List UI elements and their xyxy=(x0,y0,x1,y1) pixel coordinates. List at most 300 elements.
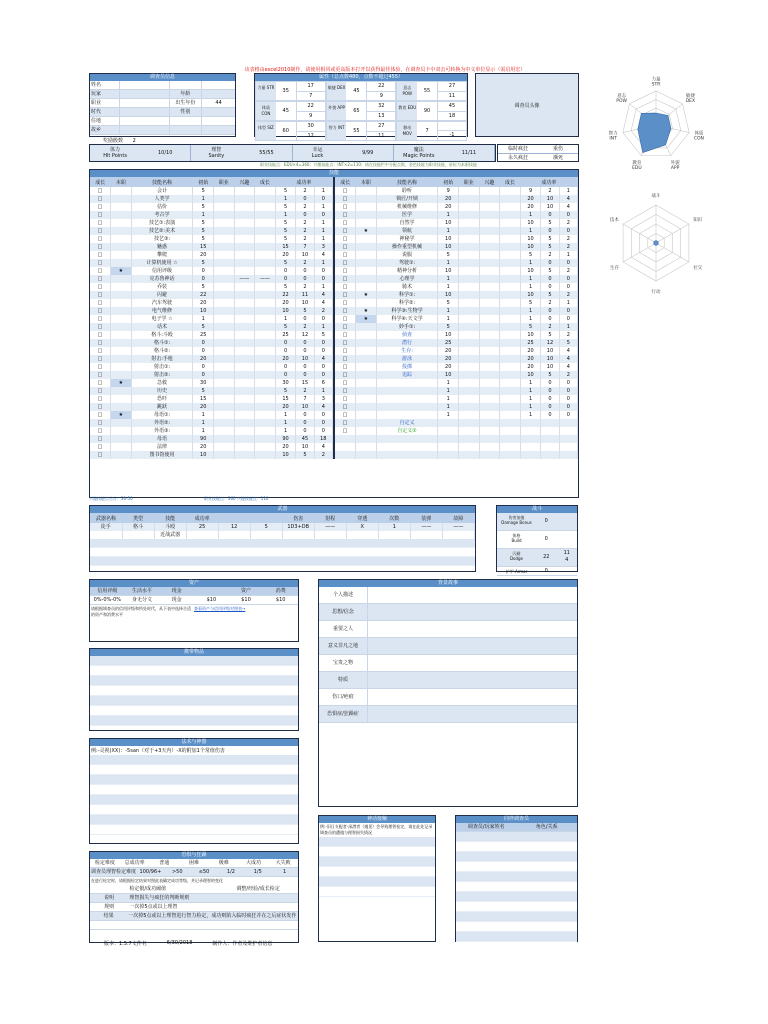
skill-interest[interactable] xyxy=(479,435,500,443)
skill-checkbox[interactable]: □ xyxy=(335,331,356,339)
skill-occupation[interactable] xyxy=(214,203,235,211)
skill-interest[interactable] xyxy=(234,259,255,267)
skill-occupation[interactable] xyxy=(459,443,480,451)
skill-growth[interactable] xyxy=(255,235,276,243)
encounter-line[interactable] xyxy=(319,887,435,897)
skill-interest[interactable] xyxy=(234,299,255,307)
skill-growth[interactable] xyxy=(500,187,521,195)
skill-interest[interactable] xyxy=(479,211,500,219)
skill-occupation[interactable] xyxy=(459,275,480,283)
backstory-field[interactable] xyxy=(368,587,577,603)
weapon-cell[interactable]: 近战武器 xyxy=(154,531,186,539)
skill-occupation[interactable] xyxy=(459,371,480,379)
skill-growth[interactable] xyxy=(500,227,521,235)
weapon-cell[interactable]: 格斗 xyxy=(122,523,154,531)
skill-checkbox[interactable]: □ xyxy=(335,411,356,419)
profile-value-2[interactable]: 44 xyxy=(201,99,235,107)
skill-checkbox[interactable]: □ xyxy=(90,307,111,315)
skill-growth[interactable] xyxy=(500,219,521,227)
weapon-cell[interactable] xyxy=(282,531,314,539)
skill-growth[interactable] xyxy=(255,291,276,299)
skill-occupation[interactable] xyxy=(214,307,235,315)
profile-value-2[interactable] xyxy=(201,108,235,116)
friend-line[interactable] xyxy=(456,852,577,862)
skill-occupation[interactable] xyxy=(459,211,480,219)
skill-growth[interactable] xyxy=(500,195,521,203)
skill-checkbox[interactable]: □ xyxy=(335,219,356,227)
skill-growth[interactable] xyxy=(255,331,276,339)
skill-interest[interactable] xyxy=(234,195,255,203)
skill-growth[interactable] xyxy=(255,443,276,451)
skill-checkbox[interactable]: □ xyxy=(90,267,111,275)
skill-occupation[interactable] xyxy=(214,251,235,259)
weapon-cell[interactable] xyxy=(410,531,442,539)
skill-checkbox[interactable]: □ xyxy=(90,291,111,299)
vital-value[interactable]: 9/99 xyxy=(362,150,374,156)
skill-growth[interactable] xyxy=(500,347,521,355)
skill-interest[interactable] xyxy=(479,251,500,259)
skill-growth[interactable] xyxy=(500,387,521,395)
skill-occupation[interactable] xyxy=(214,403,235,411)
belongings-line[interactable] xyxy=(90,686,298,696)
skill-occupation[interactable] xyxy=(459,411,480,419)
skill-occupation[interactable] xyxy=(214,427,235,435)
friend-line[interactable] xyxy=(456,862,577,872)
skill-occupation[interactable] xyxy=(459,267,480,275)
skill-interest[interactable] xyxy=(234,323,255,331)
skill-interest[interactable] xyxy=(479,299,500,307)
skill-growth[interactable] xyxy=(500,331,521,339)
skill-occupation[interactable] xyxy=(214,347,235,355)
attribute-value[interactable]: 90 xyxy=(423,108,431,114)
skill-checkbox[interactable]: □ xyxy=(335,379,356,387)
skill-checkbox[interactable] xyxy=(335,451,356,459)
skill-checkbox[interactable]: □ xyxy=(335,283,356,291)
weapon-cell[interactable]: 25 xyxy=(186,523,218,531)
skill-occupation[interactable] xyxy=(214,283,235,291)
skill-checkbox[interactable]: □ xyxy=(90,283,111,291)
skill-interest[interactable] xyxy=(479,363,500,371)
skill-checkbox[interactable]: □ xyxy=(335,419,356,427)
skill-occupation[interactable] xyxy=(214,411,235,419)
skill-checkbox[interactable]: □ xyxy=(90,243,111,251)
skill-checkbox[interactable]: □ xyxy=(90,195,111,203)
skill-occupation[interactable] xyxy=(214,235,235,243)
skill-checkbox[interactable]: □ xyxy=(90,339,111,347)
attribute-value[interactable]: 55 xyxy=(423,88,431,94)
skill-interest[interactable] xyxy=(479,227,500,235)
skill-interest[interactable] xyxy=(234,267,255,275)
skill-checkbox[interactable]: □ xyxy=(90,315,111,323)
profile-value[interactable] xyxy=(119,90,169,98)
skill-growth[interactable] xyxy=(255,411,276,419)
skill-interest[interactable] xyxy=(234,371,255,379)
weapon-cell[interactable]: 5 xyxy=(250,523,282,531)
skill-interest[interactable] xyxy=(479,283,500,291)
skill-checkbox[interactable]: □ xyxy=(335,275,356,283)
weapon-cell[interactable]: —— xyxy=(314,523,346,531)
skill-checkbox[interactable]: □ xyxy=(90,331,111,339)
skill-interest[interactable] xyxy=(234,307,255,315)
skill-checkbox[interactable]: □ xyxy=(90,275,111,283)
skill-growth[interactable] xyxy=(500,435,521,443)
skill-growth[interactable] xyxy=(255,195,276,203)
weapon-cell[interactable] xyxy=(250,531,282,539)
spells-line[interactable] xyxy=(90,815,298,825)
profile-value-2[interactable] xyxy=(201,90,235,98)
skill-checkbox[interactable]: □ xyxy=(90,355,111,363)
skill-checkbox[interactable]: □ xyxy=(90,371,111,379)
skill-occupation[interactable] xyxy=(459,331,480,339)
profile-value-2[interactable] xyxy=(201,81,235,89)
skill-growth[interactable] xyxy=(255,315,276,323)
skill-occupation[interactable] xyxy=(214,371,235,379)
skill-occupation[interactable] xyxy=(459,419,480,427)
skill-interest[interactable] xyxy=(479,203,500,211)
skill-growth[interactable] xyxy=(255,299,276,307)
assets-value[interactable]: $10 xyxy=(241,597,251,603)
skill-checkbox[interactable]: □ xyxy=(335,227,356,235)
skill-checkbox[interactable]: □ xyxy=(335,259,356,267)
backstory-field[interactable] xyxy=(368,621,577,637)
skill-occupation[interactable] xyxy=(459,427,480,435)
skill-checkbox[interactable]: □ xyxy=(90,187,111,195)
friend-line[interactable] xyxy=(456,932,577,942)
skill-checkbox[interactable]: □ xyxy=(335,195,356,203)
backstory-field[interactable] xyxy=(368,689,577,705)
skill-growth[interactable] xyxy=(500,355,521,363)
skill-checkbox[interactable]: □ xyxy=(90,211,111,219)
spells-line[interactable] xyxy=(90,775,298,785)
skill-interest[interactable] xyxy=(479,235,500,243)
weapon-cell[interactable] xyxy=(346,531,378,539)
skill-checkbox[interactable]: □ xyxy=(335,355,356,363)
weapon-cell[interactable] xyxy=(218,531,250,539)
skill-growth[interactable] xyxy=(255,435,276,443)
skill-occupation[interactable] xyxy=(214,267,235,275)
skill-interest[interactable] xyxy=(479,243,500,251)
skill-interest[interactable] xyxy=(479,331,500,339)
skill-growth[interactable] xyxy=(255,427,276,435)
skill-checkbox[interactable]: □ xyxy=(90,443,111,451)
skill-occupation[interactable] xyxy=(214,435,235,443)
skill-interest[interactable] xyxy=(479,403,500,411)
skill-occupation[interactable] xyxy=(214,259,235,267)
skill-occupation[interactable] xyxy=(459,395,480,403)
skill-growth[interactable] xyxy=(500,307,521,315)
skill-interest[interactable]: —— xyxy=(234,275,255,283)
skill-occupation[interactable] xyxy=(214,291,235,299)
skill-interest[interactable] xyxy=(479,451,500,459)
skill-occupation[interactable] xyxy=(459,451,480,459)
weapon-cell[interactable] xyxy=(122,531,154,539)
skill-growth[interactable] xyxy=(500,275,521,283)
weapon-cell[interactable] xyxy=(90,531,122,539)
weapon-cell[interactable] xyxy=(442,531,474,539)
skill-interest[interactable] xyxy=(234,211,255,219)
weapon-cell[interactable]: X xyxy=(346,523,378,531)
skill-interest[interactable] xyxy=(234,403,255,411)
skill-growth[interactable] xyxy=(255,227,276,235)
portrait-box[interactable] xyxy=(475,73,579,137)
skill-growth[interactable] xyxy=(255,219,276,227)
skill-interest[interactable] xyxy=(234,355,255,363)
belongings-line[interactable] xyxy=(90,696,298,706)
skill-occupation[interactable] xyxy=(459,187,480,195)
weapon-blank-row[interactable] xyxy=(90,548,475,557)
skill-interest[interactable] xyxy=(479,395,500,403)
skill-interest[interactable] xyxy=(234,187,255,195)
skill-checkbox[interactable]: □ xyxy=(335,347,356,355)
skill-interest[interactable] xyxy=(479,291,500,299)
assets-value[interactable]: 0%-0%-0% xyxy=(93,597,122,603)
weapon-cell[interactable] xyxy=(378,531,410,539)
skill-growth[interactable] xyxy=(500,411,521,419)
skill-interest[interactable] xyxy=(479,419,500,427)
skill-growth[interactable] xyxy=(255,211,276,219)
friend-line[interactable] xyxy=(456,882,577,892)
skill-checkbox[interactable]: □ xyxy=(335,203,356,211)
skill-occupation[interactable] xyxy=(214,315,235,323)
skill-growth[interactable] xyxy=(500,211,521,219)
attribute-value[interactable]: 45 xyxy=(282,108,289,114)
profile-value-2[interactable] xyxy=(201,117,235,125)
attribute-value[interactable]: 7 xyxy=(425,128,429,134)
skill-interest[interactable] xyxy=(479,411,500,419)
skill-interest[interactable] xyxy=(234,443,255,451)
skill-occupation[interactable] xyxy=(459,355,480,363)
skill-growth[interactable] xyxy=(500,395,521,403)
backstory-field[interactable] xyxy=(368,604,577,620)
skill-occupation[interactable] xyxy=(214,387,235,395)
skill-checkbox[interactable]: □ xyxy=(90,251,111,259)
friend-line[interactable] xyxy=(456,872,577,882)
spells-line[interactable] xyxy=(90,765,298,775)
skill-checkbox[interactable]: □ xyxy=(90,435,111,443)
skill-checkbox[interactable]: □ xyxy=(335,315,356,323)
skill-checkbox[interactable]: □ xyxy=(90,403,111,411)
skill-occupation[interactable] xyxy=(214,395,235,403)
skill-occupation[interactable] xyxy=(214,331,235,339)
skill-interest[interactable] xyxy=(234,395,255,403)
skill-occupation[interactable] xyxy=(459,363,480,371)
skill-interest[interactable] xyxy=(234,427,255,435)
skill-interest[interactable] xyxy=(234,451,255,459)
skill-interest[interactable] xyxy=(234,411,255,419)
skill-occupation[interactable] xyxy=(214,363,235,371)
skill-occupation[interactable] xyxy=(459,195,480,203)
encounter-line[interactable] xyxy=(319,847,435,857)
skill-checkbox[interactable] xyxy=(335,443,356,451)
spells-line[interactable] xyxy=(90,785,298,795)
skill-growth[interactable] xyxy=(255,339,276,347)
skill-growth[interactable] xyxy=(500,339,521,347)
skill-interest[interactable] xyxy=(479,339,500,347)
skill-occupation[interactable] xyxy=(459,307,480,315)
friend-line[interactable] xyxy=(456,832,577,842)
skill-checkbox[interactable]: □ xyxy=(335,243,356,251)
belongings-line[interactable] xyxy=(90,676,298,686)
skill-checkbox[interactable]: □ xyxy=(90,395,111,403)
skill-occupation[interactable] xyxy=(459,299,480,307)
bonus-value[interactable]: 2 xyxy=(132,138,136,144)
skill-checkbox[interactable]: □ xyxy=(90,379,111,387)
backstory-field[interactable] xyxy=(368,655,577,671)
skill-growth[interactable] xyxy=(255,283,276,291)
belongings-line[interactable] xyxy=(90,706,298,716)
skill-interest[interactable] xyxy=(479,427,500,435)
skill-occupation[interactable] xyxy=(214,211,235,219)
encounter-line[interactable] xyxy=(319,867,435,877)
skill-growth[interactable] xyxy=(255,363,276,371)
skill-occupation[interactable] xyxy=(214,227,235,235)
skill-interest[interactable] xyxy=(234,251,255,259)
skill-growth[interactable] xyxy=(500,379,521,387)
skill-interest[interactable] xyxy=(234,235,255,243)
weapon-cell[interactable]: 斗殴 xyxy=(154,523,186,531)
weapon-cell[interactable]: 12 xyxy=(218,523,250,531)
encounter-line[interactable] xyxy=(319,857,435,867)
skill-checkbox[interactable]: □ xyxy=(90,219,111,227)
skill-interest[interactable] xyxy=(234,291,255,299)
skill-occupation[interactable] xyxy=(459,227,480,235)
skill-occupation[interactable] xyxy=(459,251,480,259)
skill-interest[interactable] xyxy=(234,435,255,443)
skill-checkbox[interactable]: □ xyxy=(90,363,111,371)
skill-growth[interactable] xyxy=(255,307,276,315)
skill-checkbox[interactable]: □ xyxy=(90,299,111,307)
skill-checkbox[interactable]: □ xyxy=(335,387,356,395)
attribute-value[interactable]: 55 xyxy=(353,128,360,134)
skill-growth[interactable] xyxy=(255,387,276,395)
backstory-field[interactable] xyxy=(368,672,577,688)
spells-line[interactable] xyxy=(90,805,298,815)
skill-interest[interactable] xyxy=(479,443,500,451)
vital-value[interactable]: 10/10 xyxy=(157,150,173,156)
skill-occupation[interactable] xyxy=(459,387,480,395)
skill-interest[interactable] xyxy=(234,203,255,211)
profile-value[interactable] xyxy=(119,81,169,89)
skill-occupation[interactable] xyxy=(459,219,480,227)
skill-occupation[interactable] xyxy=(214,339,235,347)
skill-growth[interactable] xyxy=(255,323,276,331)
skill-interest[interactable] xyxy=(234,219,255,227)
skill-interest[interactable] xyxy=(479,307,500,315)
skill-checkbox[interactable]: □ xyxy=(335,323,356,331)
skill-occupation[interactable] xyxy=(214,419,235,427)
weapon-blank-row[interactable] xyxy=(90,539,475,548)
skill-occupation[interactable] xyxy=(214,379,235,387)
skill-growth[interactable] xyxy=(500,283,521,291)
friend-line[interactable] xyxy=(456,842,577,852)
skill-interest[interactable] xyxy=(479,347,500,355)
skill-checkbox[interactable]: □ xyxy=(335,267,356,275)
assets-value[interactable]: 现金 xyxy=(171,597,182,603)
skill-growth[interactable] xyxy=(500,315,521,323)
attribute-value[interactable]: 60 xyxy=(282,128,289,134)
skill-growth[interactable] xyxy=(255,451,276,459)
skill-occupation[interactable] xyxy=(214,195,235,203)
assets-value[interactable]: $10 xyxy=(275,597,286,603)
skill-interest[interactable] xyxy=(479,195,500,203)
assets-value[interactable]: $10 xyxy=(206,597,217,603)
skill-growth[interactable] xyxy=(500,419,521,427)
encounter-line[interactable] xyxy=(319,837,435,847)
skill-growth[interactable] xyxy=(255,259,276,267)
skill-checkbox[interactable]: □ xyxy=(335,291,356,299)
skill-occupation[interactable] xyxy=(214,443,235,451)
skill-interest[interactable] xyxy=(479,267,500,275)
vital-value[interactable]: 55/55 xyxy=(259,150,274,156)
skill-occupation[interactable] xyxy=(214,219,235,227)
skill-occupation[interactable] xyxy=(214,187,235,195)
skill-checkbox[interactable]: □ xyxy=(335,211,356,219)
spells-line[interactable] xyxy=(90,755,298,765)
friend-line[interactable] xyxy=(456,892,577,902)
skill-growth[interactable] xyxy=(255,419,276,427)
skill-growth[interactable] xyxy=(255,267,276,275)
skill-growth[interactable] xyxy=(255,243,276,251)
skill-occupation[interactable] xyxy=(214,451,235,459)
skill-checkbox[interactable]: □ xyxy=(335,299,356,307)
skill-interest[interactable] xyxy=(234,363,255,371)
backstory-field[interactable] xyxy=(368,638,577,654)
assets-value[interactable]: 身无分文 xyxy=(132,597,153,603)
skill-growth[interactable] xyxy=(500,243,521,251)
skill-checkbox[interactable]: □ xyxy=(335,395,356,403)
weapon-cell[interactable]: —— xyxy=(410,523,442,531)
friend-line[interactable] xyxy=(456,902,577,912)
skill-checkbox[interactable]: □ xyxy=(335,187,356,195)
skill-growth[interactable] xyxy=(255,251,276,259)
skill-checkbox[interactable] xyxy=(335,435,356,443)
skill-checkbox[interactable]: □ xyxy=(90,347,111,355)
profile-value[interactable] xyxy=(119,117,169,125)
skill-growth[interactable]: —— xyxy=(255,275,276,283)
skill-interest[interactable] xyxy=(479,323,500,331)
weapon-cell[interactable] xyxy=(314,531,346,539)
skill-checkbox[interactable]: □ xyxy=(335,371,356,379)
skill-growth[interactable] xyxy=(255,347,276,355)
skill-checkbox[interactable]: □ xyxy=(90,451,111,459)
skill-occupation[interactable] xyxy=(459,339,480,347)
friend-line[interactable] xyxy=(456,922,577,932)
skill-occupation[interactable] xyxy=(459,347,480,355)
skill-interest[interactable] xyxy=(479,379,500,387)
skill-growth[interactable] xyxy=(255,379,276,387)
skill-checkbox[interactable]: □ xyxy=(90,323,111,331)
skill-occupation[interactable] xyxy=(459,283,480,291)
profile-value[interactable] xyxy=(119,108,169,116)
skill-interest[interactable] xyxy=(479,219,500,227)
weapon-cell[interactable]: 1D3+DB xyxy=(282,523,314,531)
skill-occupation[interactable] xyxy=(459,379,480,387)
skill-checkbox[interactable]: □ xyxy=(335,427,356,435)
profile-value[interactable] xyxy=(119,126,169,134)
skill-interest[interactable] xyxy=(234,243,255,251)
skill-interest[interactable] xyxy=(234,331,255,339)
skill-growth[interactable] xyxy=(500,203,521,211)
skill-growth[interactable] xyxy=(500,291,521,299)
weapon-cell[interactable]: —— xyxy=(442,523,474,531)
skill-occupation[interactable] xyxy=(459,403,480,411)
skill-interest[interactable] xyxy=(479,315,500,323)
skill-occupation[interactable] xyxy=(459,243,480,251)
profile-value[interactable] xyxy=(119,99,169,107)
skill-growth[interactable] xyxy=(255,371,276,379)
skill-checkbox[interactable]: □ xyxy=(335,307,356,315)
skill-occupation[interactable] xyxy=(214,355,235,363)
